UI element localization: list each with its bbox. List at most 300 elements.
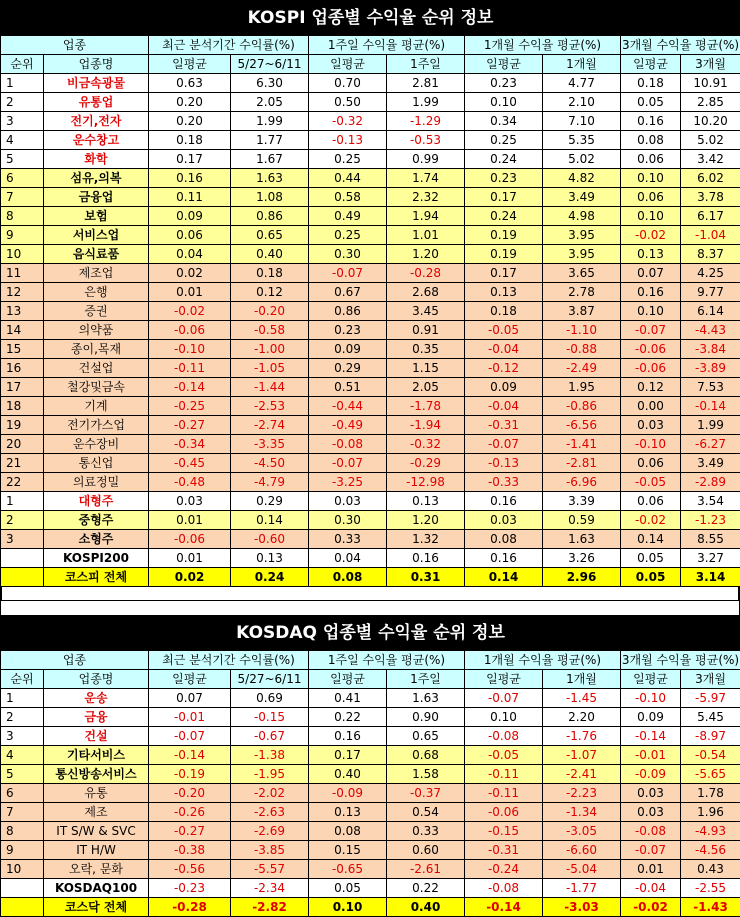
value-cell: -0.07 <box>621 841 681 860</box>
value-cell: -0.14 <box>681 397 740 416</box>
sector-name: 제조 <box>44 803 149 822</box>
value-cell: -2.34 <box>231 879 309 898</box>
value-cell: 0.14 <box>231 511 309 530</box>
value-cell: -0.65 <box>309 860 387 879</box>
value-cell: 0.18 <box>621 74 681 93</box>
rank-cell: 11 <box>1 264 44 283</box>
value-cell: -0.07 <box>309 454 387 473</box>
value-cell: 0.10 <box>465 93 543 112</box>
value-cell: 1.20 <box>387 245 465 264</box>
value-cell: 0.44 <box>309 169 387 188</box>
sector-name: IT H/W <box>44 841 149 860</box>
value-cell: -5.04 <box>543 860 621 879</box>
value-cell: 0.33 <box>309 530 387 549</box>
value-cell: 3.42 <box>681 150 740 169</box>
value-cell: 0.13 <box>465 283 543 302</box>
spacer-line <box>1 587 739 601</box>
value-cell: 0.65 <box>387 727 465 746</box>
sector-name: KOSDAQ100 <box>44 879 149 898</box>
value-cell: 0.20 <box>149 93 231 112</box>
table-row <box>1 245 740 264</box>
value-cell: -2.82 <box>231 898 309 917</box>
sector-name: 기계 <box>44 397 149 416</box>
value-cell: 0.13 <box>387 492 465 511</box>
value-cell: -0.14 <box>149 378 231 397</box>
value-cell: -2.53 <box>231 397 309 416</box>
table-row <box>1 492 740 511</box>
sector-name: 운수창고 <box>44 131 149 150</box>
value-cell: 1.63 <box>387 689 465 708</box>
value-cell: -0.13 <box>465 454 543 473</box>
table-row <box>1 378 740 397</box>
column-header: 순위 <box>1 55 44 74</box>
table-row <box>1 435 740 454</box>
value-cell: 0.04 <box>149 245 231 264</box>
table-row <box>1 530 740 549</box>
value-cell: -0.05 <box>465 321 543 340</box>
value-cell: -0.28 <box>387 264 465 283</box>
table-row <box>1 841 740 860</box>
group-header: 최근 분석기간 수익률(%) <box>149 36 309 55</box>
value-cell: -4.56 <box>681 841 740 860</box>
table-row <box>1 74 740 93</box>
value-cell: 0.29 <box>231 492 309 511</box>
value-cell: -0.06 <box>465 803 543 822</box>
value-cell: -0.10 <box>149 340 231 359</box>
value-cell: 0.59 <box>543 511 621 530</box>
value-cell: -0.06 <box>621 340 681 359</box>
value-cell: 1.20 <box>387 511 465 530</box>
value-cell: 0.02 <box>149 264 231 283</box>
table-row <box>1 860 740 879</box>
rank-cell <box>1 568 44 587</box>
sector-name: 철강및금속 <box>44 378 149 397</box>
value-cell: -0.27 <box>149 416 231 435</box>
rank-cell: 3 <box>1 727 44 746</box>
value-cell: -0.02 <box>621 511 681 530</box>
value-cell: 0.18 <box>465 302 543 321</box>
sector-name: 오락, 문화 <box>44 860 149 879</box>
value-cell: -0.38 <box>149 841 231 860</box>
value-cell: 1.15 <box>387 359 465 378</box>
value-cell: 0.22 <box>387 879 465 898</box>
value-cell: -1.00 <box>231 340 309 359</box>
value-cell: 0.33 <box>387 822 465 841</box>
value-cell: 0.03 <box>621 416 681 435</box>
value-cell: 0.91 <box>387 321 465 340</box>
value-cell: -2.61 <box>387 860 465 879</box>
table-title-row <box>1 616 740 651</box>
value-cell: -2.49 <box>543 359 621 378</box>
value-cell: -6.60 <box>543 841 621 860</box>
rank-cell: 16 <box>1 359 44 378</box>
table-row <box>1 359 740 378</box>
table-row <box>1 549 740 568</box>
value-cell: 0.10 <box>309 898 387 917</box>
sector-name: 의약품 <box>44 321 149 340</box>
value-cell: 0.16 <box>149 169 231 188</box>
sector-name: 보험 <box>44 207 149 226</box>
value-cell: 0.11 <box>149 188 231 207</box>
table-row <box>1 822 740 841</box>
value-cell: 0.17 <box>465 188 543 207</box>
value-cell: 9.77 <box>681 283 740 302</box>
table-row <box>1 473 740 492</box>
value-cell: 1.74 <box>387 169 465 188</box>
value-cell: -0.02 <box>621 226 681 245</box>
rank-cell: 5 <box>1 765 44 784</box>
column-header: 5/27~6/11 <box>231 55 309 74</box>
value-cell: -4.43 <box>681 321 740 340</box>
value-cell: 1.96 <box>681 803 740 822</box>
rank-cell: 4 <box>1 746 44 765</box>
value-cell: 2.81 <box>387 74 465 93</box>
table-title: KOSPI 업종별 수익율 순위 정보 <box>1 1 740 36</box>
rank-cell: 3 <box>1 530 44 549</box>
value-cell: 0.41 <box>309 689 387 708</box>
rank-cell: 9 <box>1 841 44 860</box>
value-cell: -0.32 <box>387 435 465 454</box>
value-cell: -0.06 <box>621 359 681 378</box>
value-cell: 7.10 <box>543 112 621 131</box>
group-header-row <box>1 651 740 670</box>
kosdaq-table <box>0 615 740 917</box>
value-cell: 0.54 <box>387 803 465 822</box>
value-cell: 3.49 <box>681 454 740 473</box>
value-cell: -1.10 <box>543 321 621 340</box>
sector-name: 은행 <box>44 283 149 302</box>
value-cell: 0.07 <box>621 264 681 283</box>
column-header: 업종명 <box>44 55 149 74</box>
spacer-band <box>0 587 740 615</box>
value-cell: 0.65 <box>231 226 309 245</box>
table-spacer <box>0 587 740 615</box>
value-cell: 0.16 <box>309 727 387 746</box>
value-cell: -0.26 <box>149 803 231 822</box>
sector-name: 전기,전자 <box>44 112 149 131</box>
value-cell: 3.87 <box>543 302 621 321</box>
value-cell: 0.17 <box>149 150 231 169</box>
value-cell: 0.03 <box>309 492 387 511</box>
rank-cell: 14 <box>1 321 44 340</box>
value-cell: -0.04 <box>465 397 543 416</box>
value-cell: -0.34 <box>149 435 231 454</box>
value-cell: 0.02 <box>149 568 231 587</box>
table-title-row <box>1 1 740 36</box>
value-cell: -0.32 <box>309 112 387 131</box>
value-cell: -1.38 <box>231 746 309 765</box>
rank-cell: 10 <box>1 860 44 879</box>
sector-name: 증권 <box>44 302 149 321</box>
value-cell: 1.01 <box>387 226 465 245</box>
value-cell: 0.68 <box>387 746 465 765</box>
value-cell: -0.12 <box>465 359 543 378</box>
column-header: 순위 <box>1 670 44 689</box>
column-header: 일평균 <box>149 670 231 689</box>
rank-cell: 17 <box>1 378 44 397</box>
value-cell: 0.34 <box>465 112 543 131</box>
table-row <box>1 283 740 302</box>
value-cell: -5.65 <box>681 765 740 784</box>
value-cell: -2.63 <box>231 803 309 822</box>
table-row <box>1 511 740 530</box>
value-cell: -0.53 <box>387 131 465 150</box>
value-cell: 0.06 <box>621 454 681 473</box>
group-header: 1주일 수익율 평균(%) <box>309 651 465 670</box>
rank-cell: 7 <box>1 803 44 822</box>
value-cell: -1.44 <box>231 378 309 397</box>
table-row <box>1 169 740 188</box>
value-cell: 3.45 <box>387 302 465 321</box>
sector-name: 운수장비 <box>44 435 149 454</box>
value-cell: -0.06 <box>149 530 231 549</box>
value-cell: -2.81 <box>543 454 621 473</box>
sector-name: 코스피 전체 <box>44 568 149 587</box>
value-cell: 3.27 <box>681 549 740 568</box>
value-cell: 1.08 <box>231 188 309 207</box>
rank-cell: 15 <box>1 340 44 359</box>
value-cell: -0.01 <box>149 708 231 727</box>
value-cell: -0.11 <box>149 359 231 378</box>
table-row <box>1 150 740 169</box>
rank-cell: 20 <box>1 435 44 454</box>
value-cell: 2.05 <box>231 93 309 112</box>
value-cell: 0.63 <box>149 74 231 93</box>
sector-name: 종이,목재 <box>44 340 149 359</box>
group-header: 최근 분석기간 수익률(%) <box>149 651 309 670</box>
value-cell: -0.24 <box>465 860 543 879</box>
rank-cell: 10 <box>1 245 44 264</box>
value-cell: -3.05 <box>543 822 621 841</box>
value-cell: 0.19 <box>465 245 543 264</box>
column-header: 일평균 <box>309 670 387 689</box>
value-cell: -0.08 <box>621 822 681 841</box>
value-cell: -3.25 <box>309 473 387 492</box>
value-cell: 0.03 <box>621 803 681 822</box>
value-cell: 4.25 <box>681 264 740 283</box>
sector-name: 유통업 <box>44 93 149 112</box>
value-cell: 0.13 <box>309 803 387 822</box>
value-cell: 0.49 <box>309 207 387 226</box>
value-cell: -0.14 <box>621 727 681 746</box>
value-cell: -6.27 <box>681 435 740 454</box>
table-title: KOSDAQ 업종별 수익율 순위 정보 <box>1 616 740 651</box>
column-header: 일평균 <box>621 670 681 689</box>
rank-cell: 8 <box>1 822 44 841</box>
value-cell: -0.67 <box>231 727 309 746</box>
value-cell: 2.85 <box>681 93 740 112</box>
rank-cell: 6 <box>1 784 44 803</box>
value-cell: -1.76 <box>543 727 621 746</box>
value-cell: 0.18 <box>149 131 231 150</box>
value-cell: 0.12 <box>621 378 681 397</box>
value-cell: 0.30 <box>309 511 387 530</box>
value-cell: 5.02 <box>681 131 740 150</box>
column-header: 1개월 <box>543 55 621 74</box>
value-cell: -0.54 <box>681 746 740 765</box>
value-cell: -0.15 <box>231 708 309 727</box>
value-cell: -1.34 <box>543 803 621 822</box>
column-header: 일평균 <box>621 55 681 74</box>
value-cell: -0.02 <box>621 898 681 917</box>
sector-name: 금융 <box>44 708 149 727</box>
value-cell: -1.29 <box>387 112 465 131</box>
table-row <box>1 454 740 473</box>
value-cell: 1.63 <box>231 169 309 188</box>
table-row <box>1 131 740 150</box>
value-cell: -1.94 <box>387 416 465 435</box>
value-cell: 3.54 <box>681 492 740 511</box>
value-cell: 3.65 <box>543 264 621 283</box>
value-cell: -5.97 <box>681 689 740 708</box>
value-cell: 0.24 <box>465 150 543 169</box>
value-cell: -0.88 <box>543 340 621 359</box>
rank-cell: 1 <box>1 492 44 511</box>
rank-cell: 2 <box>1 511 44 530</box>
value-cell: -0.13 <box>309 131 387 150</box>
value-cell: -0.11 <box>465 765 543 784</box>
value-cell: -2.74 <box>231 416 309 435</box>
value-cell: 0.06 <box>621 492 681 511</box>
value-cell: 0.43 <box>681 860 740 879</box>
value-cell: 4.77 <box>543 74 621 93</box>
rank-cell: 13 <box>1 302 44 321</box>
value-cell: 8.55 <box>681 530 740 549</box>
rank-cell: 18 <box>1 397 44 416</box>
value-cell: -2.55 <box>681 879 740 898</box>
value-cell: 0.15 <box>309 841 387 860</box>
value-cell: -4.79 <box>231 473 309 492</box>
value-cell: 0.08 <box>309 568 387 587</box>
sector-name: 음식료품 <box>44 245 149 264</box>
sector-name: 건설 <box>44 727 149 746</box>
rank-cell: 3 <box>1 112 44 131</box>
sector-name: 통신방송서비스 <box>44 765 149 784</box>
table-row <box>1 226 740 245</box>
value-cell: -0.86 <box>543 397 621 416</box>
column-header: 일평균 <box>309 55 387 74</box>
value-cell: 0.17 <box>309 746 387 765</box>
value-cell: 0.10 <box>621 302 681 321</box>
rank-cell: 4 <box>1 131 44 150</box>
sector-name: 코스닥 전체 <box>44 898 149 917</box>
sector-name: IT S/W & SVC <box>44 822 149 841</box>
sector-name: 대형주 <box>44 492 149 511</box>
sector-name: 전기가스업 <box>44 416 149 435</box>
value-cell: 5.35 <box>543 131 621 150</box>
value-cell: 0.09 <box>149 207 231 226</box>
rank-cell: 22 <box>1 473 44 492</box>
value-cell: 0.31 <box>387 568 465 587</box>
value-cell: -0.08 <box>465 727 543 746</box>
value-cell: -2.41 <box>543 765 621 784</box>
table-row <box>1 188 740 207</box>
value-cell: -1.43 <box>681 898 740 917</box>
value-cell: -4.93 <box>681 822 740 841</box>
value-cell: 0.03 <box>465 511 543 530</box>
value-cell: 0.22 <box>309 708 387 727</box>
value-cell: 0.03 <box>149 492 231 511</box>
value-cell: 2.05 <box>387 378 465 397</box>
value-cell: -0.04 <box>465 340 543 359</box>
rank-cell: 1 <box>1 74 44 93</box>
value-cell: -0.06 <box>149 321 231 340</box>
value-cell: 0.51 <box>309 378 387 397</box>
value-cell: 0.03 <box>621 784 681 803</box>
value-cell: -0.14 <box>465 898 543 917</box>
value-cell: 0.05 <box>621 568 681 587</box>
rank-cell <box>1 879 44 898</box>
table-row <box>1 93 740 112</box>
value-cell: 1.99 <box>387 93 465 112</box>
sector-name: 기타서비스 <box>44 746 149 765</box>
value-cell: 0.70 <box>309 74 387 93</box>
value-cell: 4.98 <box>543 207 621 226</box>
value-cell: -0.07 <box>465 689 543 708</box>
rank-cell: 6 <box>1 169 44 188</box>
value-cell: 0.04 <box>309 549 387 568</box>
value-cell: 0.14 <box>465 568 543 587</box>
rank-cell: 5 <box>1 150 44 169</box>
value-cell: -0.08 <box>465 879 543 898</box>
value-cell: 0.00 <box>621 397 681 416</box>
value-cell: -5.57 <box>231 860 309 879</box>
value-cell: -0.02 <box>149 302 231 321</box>
value-cell: -0.05 <box>465 746 543 765</box>
value-cell: 0.40 <box>309 765 387 784</box>
table-row <box>1 879 740 898</box>
value-cell: -1.95 <box>231 765 309 784</box>
value-cell: 0.30 <box>309 245 387 264</box>
value-cell: 1.63 <box>543 530 621 549</box>
table-row <box>1 708 740 727</box>
value-cell: 1.67 <box>231 150 309 169</box>
value-cell: 0.16 <box>465 549 543 568</box>
value-cell: 0.16 <box>621 112 681 131</box>
value-cell: 0.09 <box>465 378 543 397</box>
value-cell: 3.78 <box>681 188 740 207</box>
value-cell: -0.31 <box>465 416 543 435</box>
rank-cell: 9 <box>1 226 44 245</box>
sector-name: 운송 <box>44 689 149 708</box>
sector-name: 화학 <box>44 150 149 169</box>
value-cell: 0.23 <box>309 321 387 340</box>
group-header: 업종 <box>1 36 149 55</box>
value-cell: 0.40 <box>387 898 465 917</box>
value-cell: -2.69 <box>231 822 309 841</box>
value-cell: 3.95 <box>543 245 621 264</box>
value-cell: 0.60 <box>387 841 465 860</box>
value-cell: 2.78 <box>543 283 621 302</box>
value-cell: 0.86 <box>231 207 309 226</box>
value-cell: 0.08 <box>621 131 681 150</box>
value-cell: 6.14 <box>681 302 740 321</box>
value-cell: 0.06 <box>149 226 231 245</box>
value-cell: -3.84 <box>681 340 740 359</box>
sector-name: 서비스업 <box>44 226 149 245</box>
value-cell: -0.07 <box>149 727 231 746</box>
table-row <box>1 340 740 359</box>
sector-name: 금융업 <box>44 188 149 207</box>
value-cell: -0.23 <box>149 879 231 898</box>
column-header: 일평균 <box>149 55 231 74</box>
rank-cell <box>1 549 44 568</box>
value-cell: 10.20 <box>681 112 740 131</box>
value-cell: -1.05 <box>231 359 309 378</box>
rank-cell: 12 <box>1 283 44 302</box>
value-cell: 0.13 <box>621 245 681 264</box>
group-header: 3개월 수익율 평균(%) <box>621 36 740 55</box>
